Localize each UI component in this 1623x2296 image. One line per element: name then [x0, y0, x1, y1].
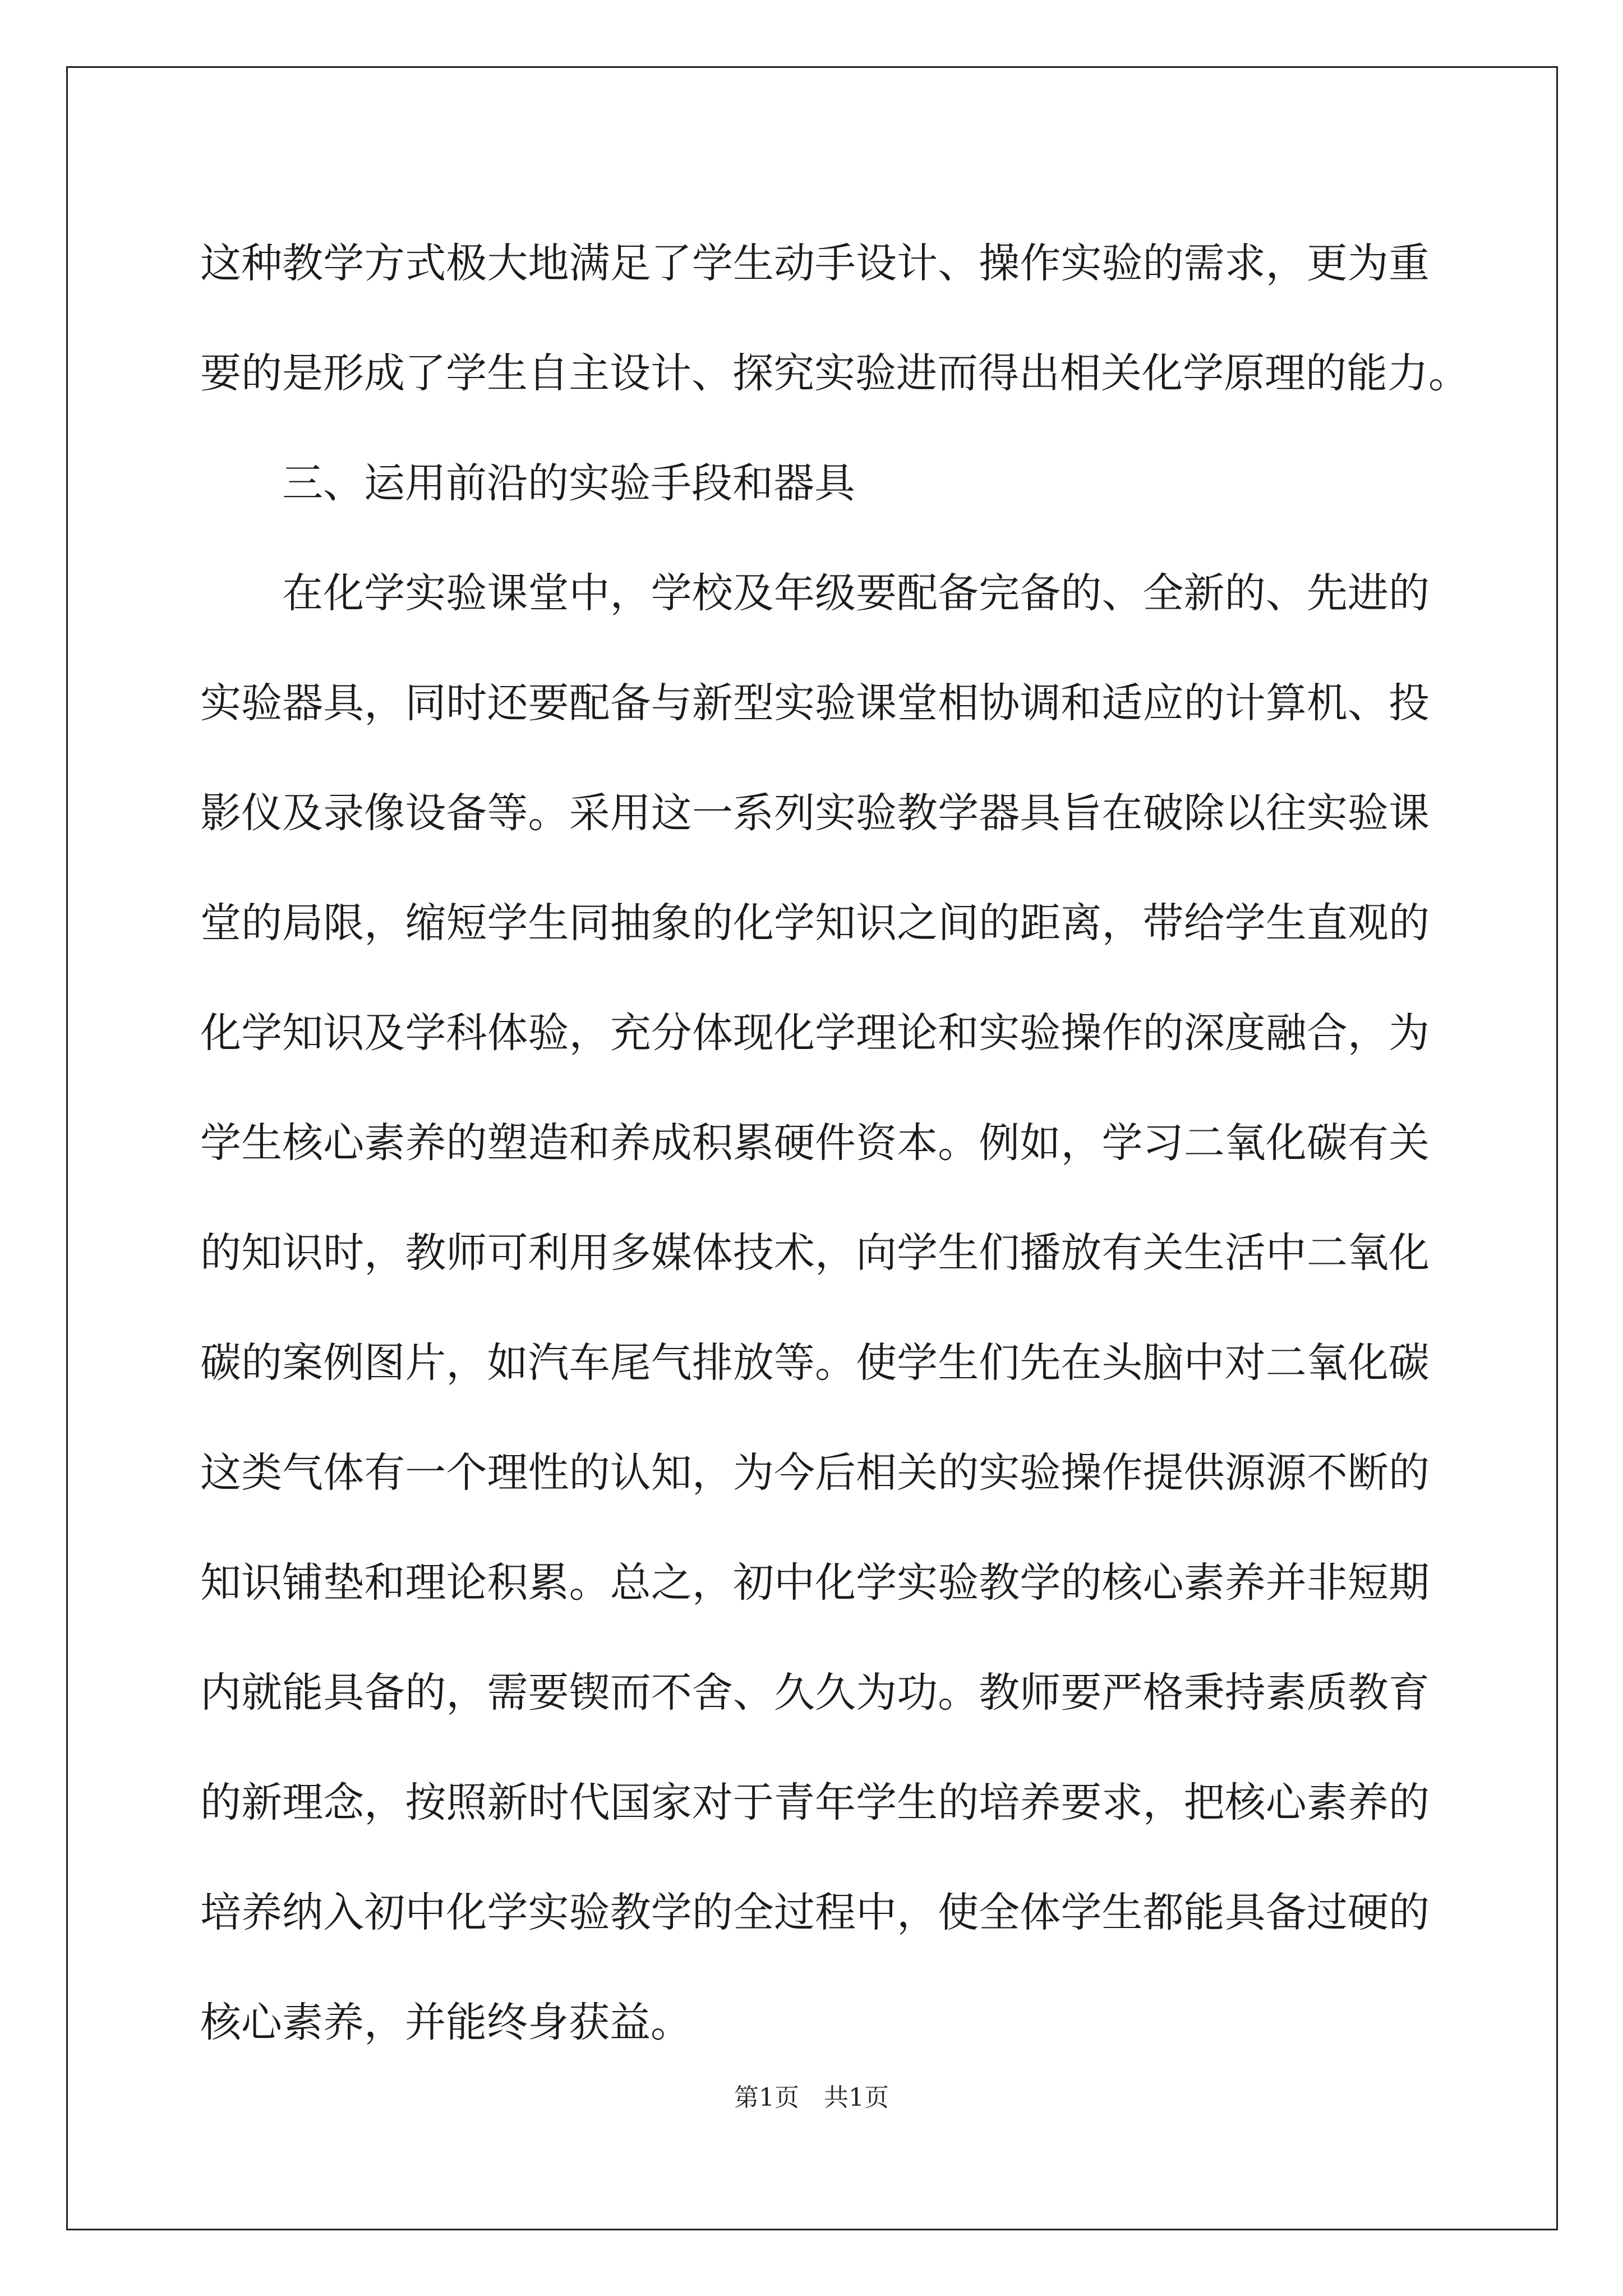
paragraph-line: 实验器具，同时还要配备与新型实验课堂相协调和适应的计算机、投	[200, 679, 1430, 727]
paragraph-line: 要的是形成了学生自主设计、探究实验进而得出相关化学原理的能力。	[200, 349, 1469, 397]
page-footer	[0, 2081, 1623, 2115]
paragraph-line: 学生核心素养的塑造和养成积累硬件资本。例如，学习二氧化碳有关	[200, 1119, 1430, 1167]
paragraph-line: 影仪及录像设备等。采用这一系列实验教学器具旨在破除以往实验课	[200, 789, 1430, 837]
paragraph-line: 这种教学方式极大地满足了学生动手设计、操作实验的需求，更为重	[200, 240, 1430, 287]
page-number: 第1页	[734, 2083, 799, 2112]
paragraph-line: 的新理念，按照新时代国家对于青年学生的培养要求，把核心素养的	[200, 1779, 1430, 1826]
paragraph-line: 堂的局限，缩短学生同抽象的化学知识之间的距离，带给学生直观的	[200, 899, 1430, 947]
paragraph-line: 在化学实验课堂中，学校及年级要配备完备的、全新的、先进的	[282, 569, 1430, 617]
paragraph-line: 培养纳入初中化学实验教学的全过程中，使全体学生都能具备过硬的	[200, 1889, 1430, 1936]
page-total: 共1页	[824, 2083, 889, 2112]
document-body	[200, 209, 1469, 2078]
paragraph-line: 内就能具备的，需要锲而不舍、久久为功。教师要严格秉持素质教育	[200, 1669, 1430, 1717]
paragraph-line: 化学知识及学科体验，充分体现化学理论和实验操作的深度融合，为	[200, 1009, 1430, 1057]
paragraph-line: 碳的案例图片，如汽车尾气排放等。使学生们先在头脑中对二氧化碳	[200, 1339, 1430, 1387]
paragraph-line: 知识铺垫和理论积累。总之，初中化学实验教学的核心素养并非短期	[200, 1559, 1430, 1607]
paragraph-line: 这类气体有一个理性的认知，为今后相关的实验操作提供源源不断的	[200, 1449, 1430, 1497]
paragraph-line: 的知识时，教师可利用多媒体技术，向学生们播放有关生活中二氧化	[200, 1229, 1430, 1277]
section-heading: 三、运用前沿的实验手段和器具	[282, 459, 855, 507]
paragraph-line: 核心素养，并能终身获益。	[200, 1999, 691, 2046]
